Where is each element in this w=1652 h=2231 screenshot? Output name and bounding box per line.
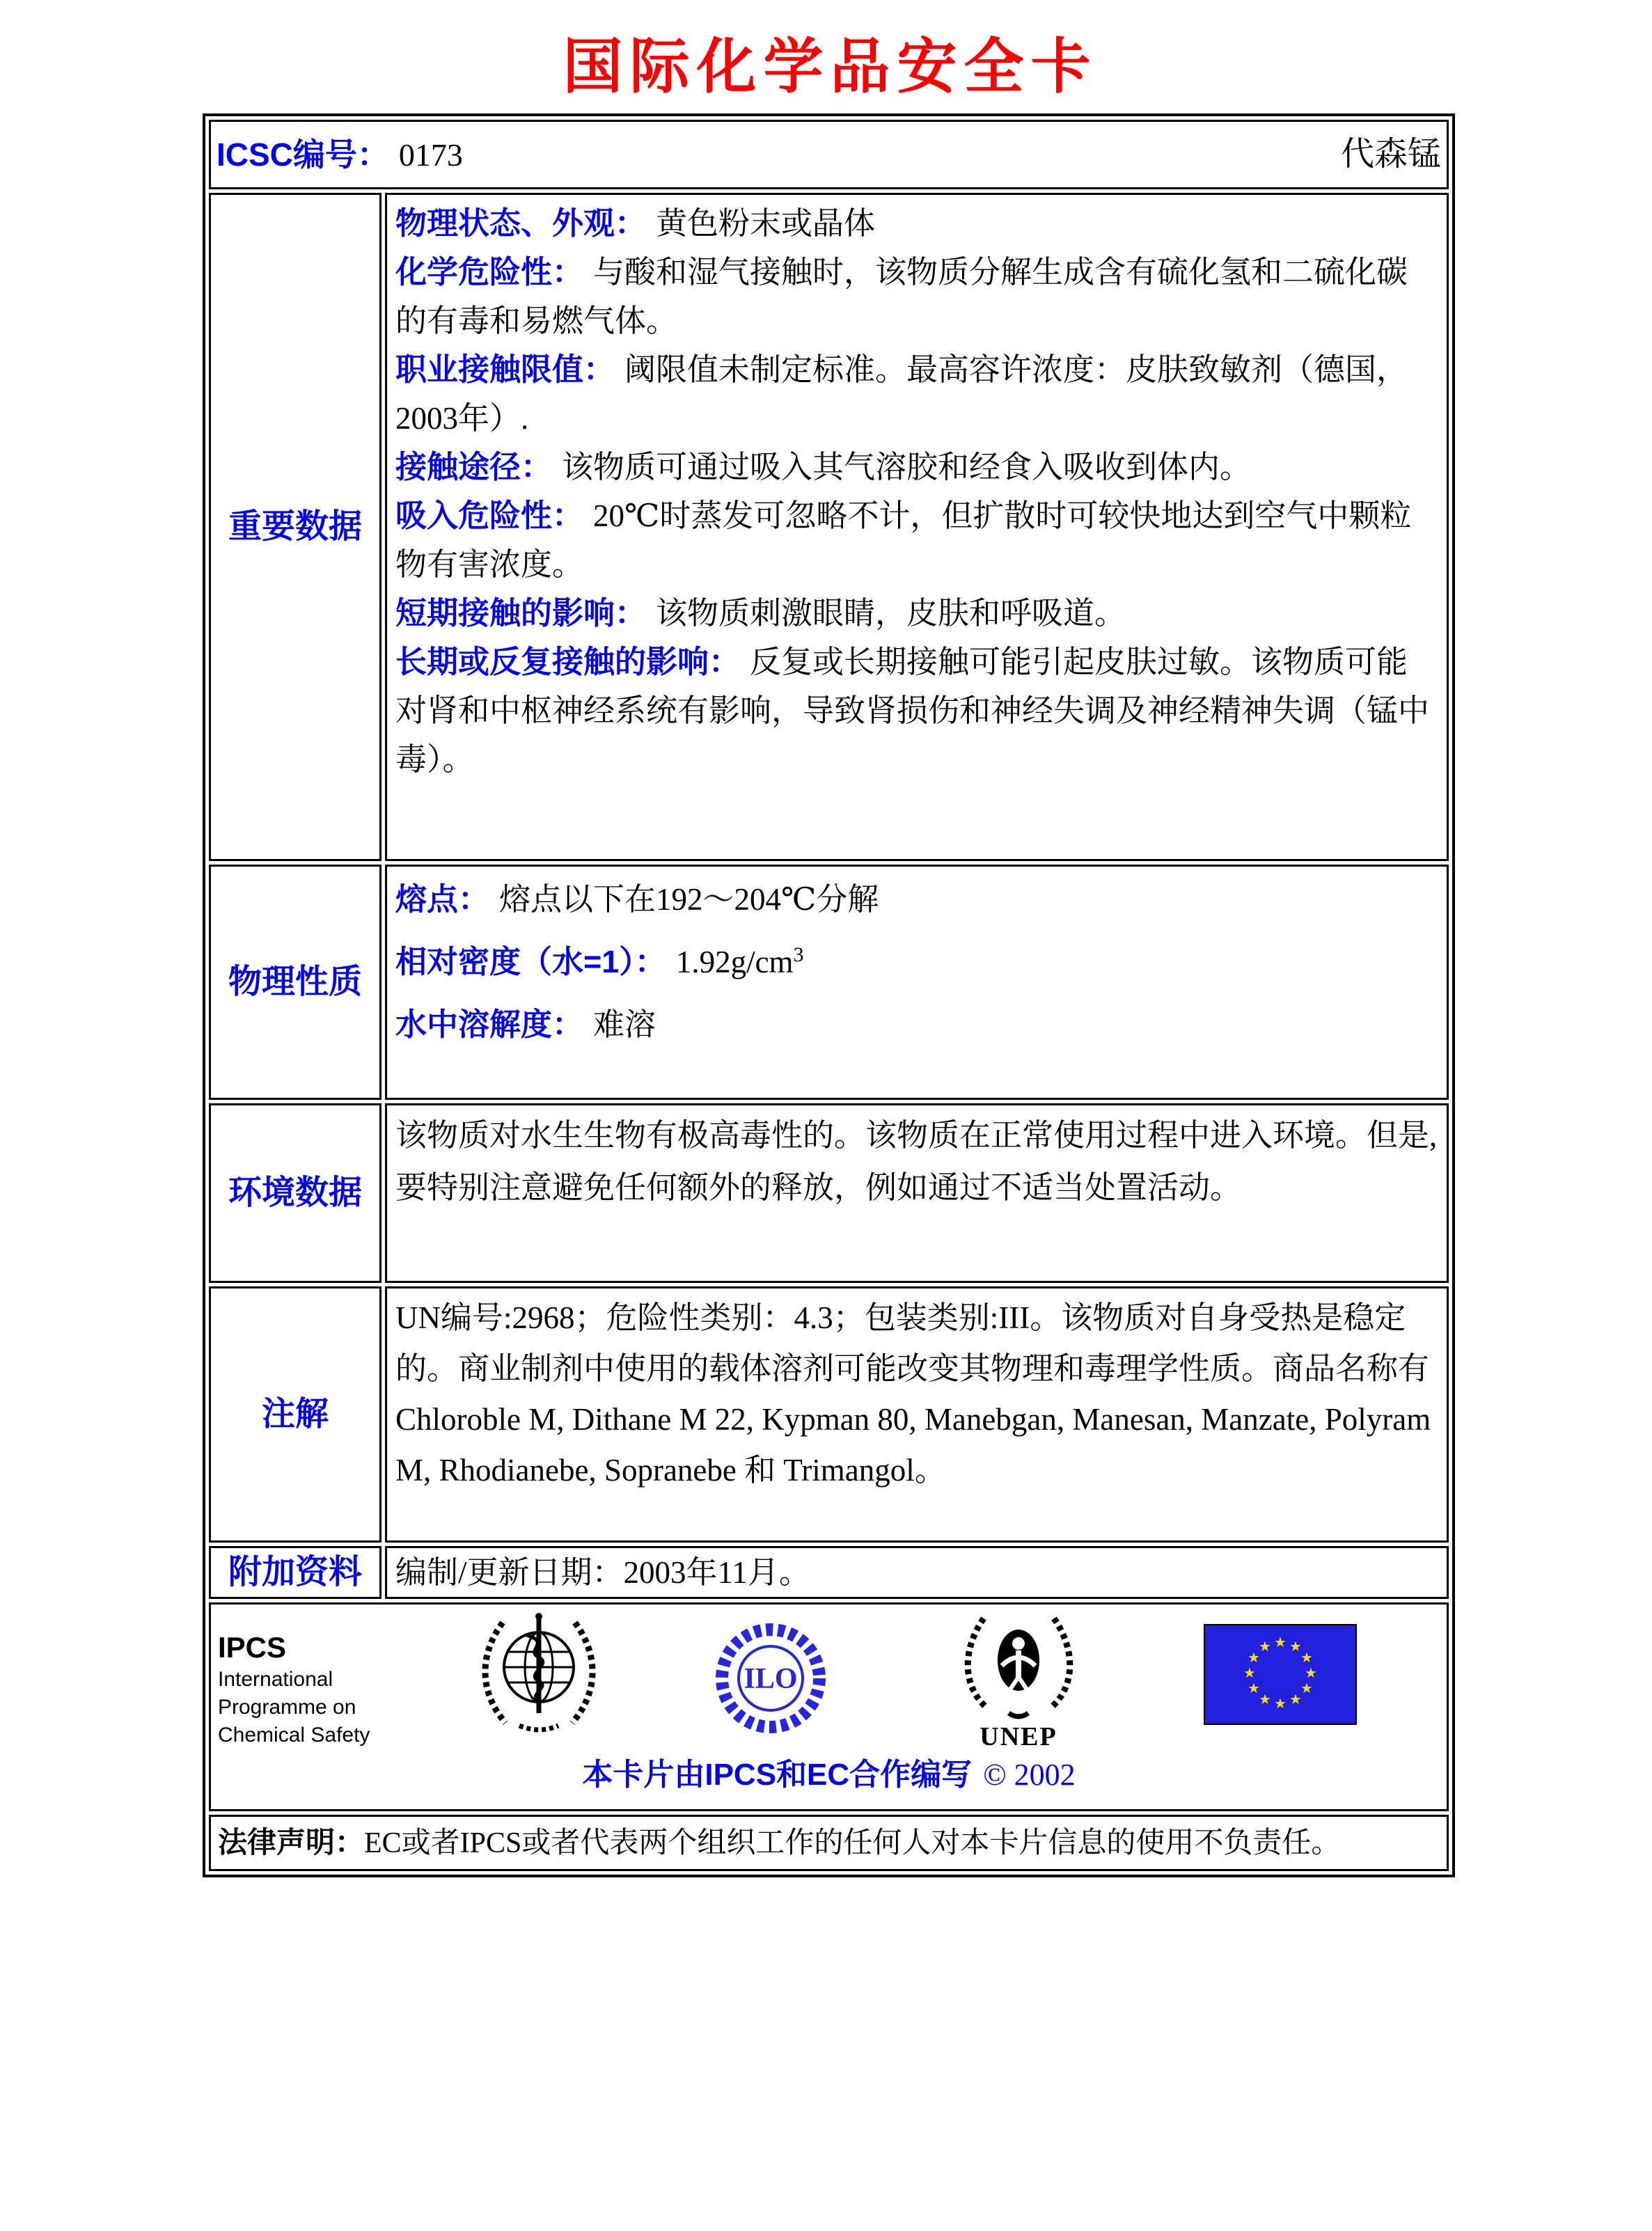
section-content-notes	[385, 1286, 1449, 1543]
section-row-notes	[209, 1286, 1449, 1543]
eu-star: ★	[1305, 1664, 1317, 1681]
credit-text: 本卡片由IPCS和EC合作编写	[582, 1758, 973, 1792]
section-row-important	[209, 193, 1449, 861]
eu-star: ★	[1274, 1634, 1287, 1650]
notes-text: UN编号:2968；危险性类别：4.3；包装类别:III。该物质对自身受热是稳定的。商业制剂中使用的载体溶剂可能改变其物理和毒理学性质。商品名称有Chloroble M, Dithane M 22, Kypman 80, Manebgan, Manesan, Manzate, Polyram M, Rhodianebe, Sopranebe 和 Trimangol。	[395, 1300, 1431, 1488]
icsc-table	[203, 113, 1455, 1877]
environment-text: 该物质对水生生物有极高毒性的。该物质在正常使用过程中进入环境。但是,要特别注意避免任何额外的释放，例如通过不适当处置活动。	[395, 1118, 1438, 1205]
ipcs-abbr: IPCS	[218, 1631, 287, 1664]
header-row	[209, 120, 1449, 189]
data-line: 物理状态、外观： 黄色粉末或晶体	[395, 205, 876, 241]
icsc-number-label: ICSC编号：	[217, 136, 389, 173]
header-cell	[209, 120, 1449, 189]
eu-star: ★	[1300, 1680, 1313, 1696]
ipcs-text-block	[218, 1630, 370, 1749]
eu-flag-icon	[1204, 1624, 1357, 1725]
section-label-additional: 附加资料	[209, 1546, 381, 1599]
section-row-additional	[209, 1546, 1449, 1599]
ipcs-line: Programme on	[218, 1696, 356, 1719]
unep-logo-icon	[954, 1609, 1083, 1751]
page-title: 国际化学品安全卡	[563, 31, 1098, 102]
additional-text: 编制/更新日期：2003年11月。	[395, 1555, 810, 1590]
section-label-important: 重要数据	[209, 193, 381, 861]
data-line: 短期接触的影响： 该物质刺激眼睛，皮肤和呼吸道。	[395, 595, 1126, 631]
icsc-number-group	[217, 130, 463, 180]
unep-caption: UNEP	[980, 1722, 1057, 1751]
eu-star: ★	[1248, 1649, 1260, 1666]
ilo-letters: ILO	[744, 1663, 798, 1695]
credit-line	[211, 1751, 1447, 1799]
legal-cell	[209, 1815, 1449, 1871]
data-line: 接触途径： 该物质可通过吸入其气溶胶和经食入吸收到体内。	[395, 449, 1252, 484]
who-logo-icon	[469, 1610, 608, 1742]
ipcs-line: Chemical Safety	[218, 1724, 370, 1747]
section-label-notes: 注解	[209, 1286, 381, 1543]
legal-row	[209, 1815, 1449, 1871]
data-line: 相对密度（水=1）： $1.92g/cm^3$	[395, 943, 804, 979]
section-row-environment	[209, 1103, 1449, 1283]
eu-star: ★	[1259, 1638, 1271, 1655]
eu-star: ★	[1289, 1691, 1302, 1708]
data-line: 水中溶解度： 难溶	[395, 1007, 656, 1042]
legal-text: EC或者IPCS或者代表两个组织工作的任何人对本卡片信息的使用不负责任。	[364, 1827, 1341, 1859]
section-label-environment: 环境数据	[209, 1103, 381, 1283]
section-content-physical	[385, 865, 1449, 1100]
data-line: 职业接触限值： 阈限值未制定标准。最高容许浓度：皮肤致敏剂（德国，2003年）.	[395, 352, 1408, 436]
eu-star: ★	[1289, 1638, 1302, 1655]
eu-star: ★	[1248, 1680, 1260, 1696]
section-content-environment	[385, 1103, 1449, 1283]
section-content-important	[385, 193, 1449, 861]
eu-star: ★	[1300, 1649, 1313, 1666]
data-line: 吸入危险性： 20℃时蒸发可忽略不计，但扩散时可较快地达到空气中颗粒物有害浓度。	[395, 498, 1412, 582]
ilo-logo-icon	[710, 1614, 832, 1743]
data-line: 化学危险性： 与酸和湿气接触时，该物质分解生成含有硫化氢和二硫化碳的有毒和易燃气体。	[395, 254, 1408, 338]
eu-star: ★	[1243, 1664, 1256, 1681]
eu-star: ★	[1259, 1691, 1271, 1708]
copyright-text: © 2002	[983, 1758, 1076, 1792]
data-line: 熔点： 熔点以下在192～204℃分解	[395, 881, 879, 917]
legal-label: 法律声明：	[218, 1826, 365, 1859]
section-content-additional	[385, 1546, 1449, 1599]
eu-star: ★	[1274, 1695, 1287, 1712]
section-label-physical: 物理性质	[209, 865, 381, 1100]
ipcs-line: International	[218, 1668, 333, 1691]
footer-row	[209, 1602, 1449, 1811]
footer-cell	[209, 1602, 1449, 1811]
section-row-physical	[209, 865, 1449, 1100]
data-line: 长期或反复接触的影响： 反复或长期接触可能引起皮肤过敏。该物质可能对肾和中枢神经系统有影响，导致肾损伤和神经失调及神经精神失调（锰中毒）。	[395, 644, 1430, 777]
chemical-name: 代森锰	[1340, 136, 1441, 173]
icsc-number-value: 0173	[398, 136, 463, 173]
